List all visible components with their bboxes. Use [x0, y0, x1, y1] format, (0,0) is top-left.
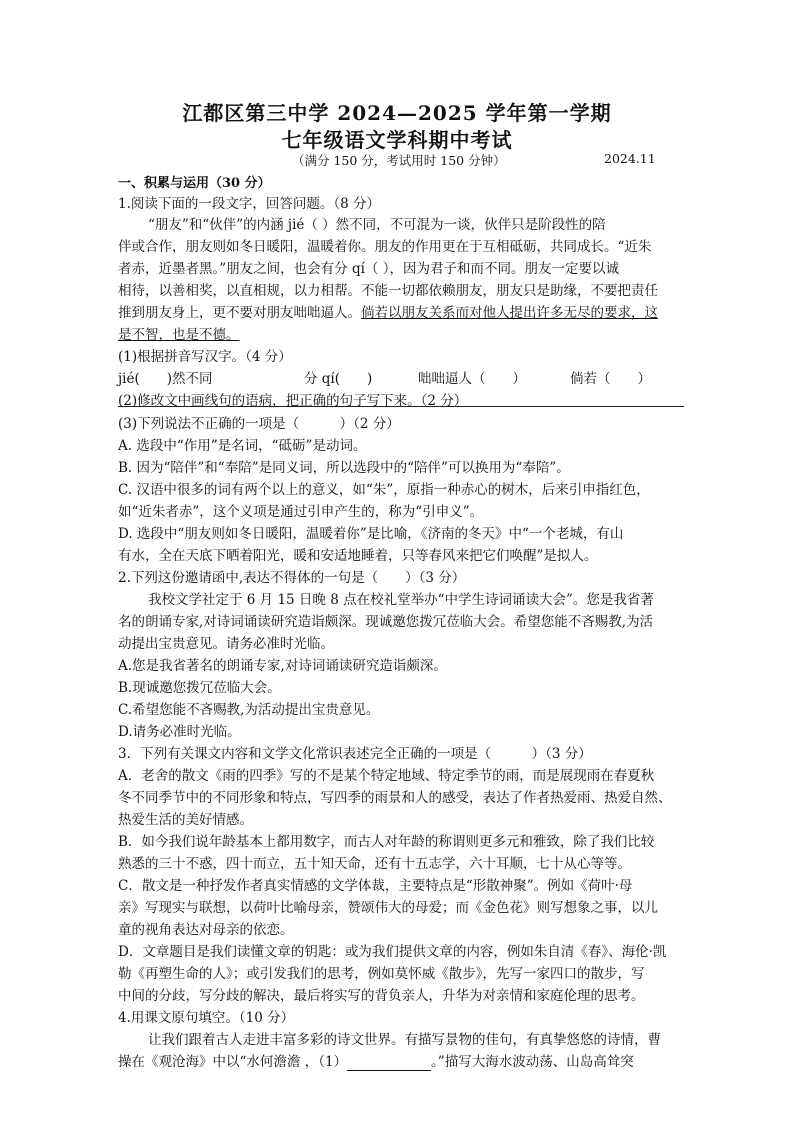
fill-blank-1[interactable]	[347, 1054, 431, 1071]
option-line: A.您是我省著名的朗诵专家,对诗词诵读研究造诣颇深。	[118, 658, 447, 674]
pinyin-item: 倘若（ ）	[570, 371, 651, 387]
passage-line: 者赤，近墨者黑。”朋友之间，也会有分 qí（ ），因为君子和而不同。朋友一定要以诚	[118, 261, 619, 277]
exam-subtitle: （满分 150 分，考试用时 150 分钟）	[292, 153, 506, 168]
exam-date: 2024.11	[604, 151, 656, 166]
fill-passage-line	[118, 1050, 684, 1071]
option-line: D.请务必准时光临。	[118, 724, 241, 740]
fill-text: 。”描写大海水波动荡、山岛高耸突	[431, 1054, 634, 1070]
passage-line: 伴或合作，朋友则如冬日暖阳，温暖着你。朋友的作用更在于互相砥砺，共同成长。“近朱	[118, 239, 652, 255]
pinyin-item: jié( )然不同	[118, 371, 213, 387]
invitation-line: 名的朗诵专家,对诗词诵读研究造诣颇深。现诚邀您拨冗莅临大会。希望您能不吝赐教,为活	[118, 614, 654, 630]
exam-title-line2: 七年级语文学科期中考试	[281, 128, 513, 152]
fill-passage-line: 让我们跟着古人走进丰富多彩的诗文世界。有描写景物的佳句，有真挚悠悠的诗情，曹	[148, 1032, 661, 1048]
answer-line	[118, 406, 684, 407]
question-4-stem: 4.用课文原句填空。（10 分）	[118, 1010, 295, 1026]
invitation-line: 动提出宝贵意见。请务必准时光临。	[118, 636, 334, 652]
option-line: B. 因为“陪伴”和“奉陪”是同义词，所以选段中的“陪伴”可以换用为“奉陪”。	[118, 460, 570, 476]
passage-line: “朋友”和“伙伴”的内涵 jié（ ）然不同，不可混为一谈，伙伴只是阶段性的陪	[148, 217, 606, 233]
question-1-stem: 1.阅读下面的一段文字，回答问题。（8 分）	[118, 196, 381, 212]
option-line: B．如今我们说年龄基本上都用数字，而古人对年龄的称谓则更多元和雅致，除了我们比较	[118, 834, 655, 850]
option-line: C.希望您能不吝赐教,为活动提出宝贵意见。	[118, 702, 380, 718]
option-line: C．散文是一种抒发作者真实情感的文学体裁，主要特点是“形散神聚”。例如《荷叶·母	[118, 878, 633, 894]
option-line: 热爱生活的美好情感。	[118, 812, 253, 828]
option-line: B.现诚邀您拨冗莅临大会。	[118, 680, 281, 696]
option-line: D. 选段中“朋友则如冬日暖阳，温暖着你”是比喻，《济南的冬天》中“一个老城，有山	[118, 526, 624, 542]
option-line: 勒《再塑生命的人》；或引发我们的思考，例如莫怀威《散步》，先写一家四口的散步，写	[118, 966, 645, 982]
option-line: 亲》写现实与联想，以荷叶比喻母亲，赞颂伟大的母爱；而《金色花》则写想象之事，以儿	[118, 900, 658, 916]
option-line: 冬不同季节中的不同形象和特点，写四季的雨景和人的感受，表达了作者热爱雨、热爱自然、	[118, 790, 672, 806]
option-line: A. 选段中“作用”是名词，“砥砺”是动词。	[118, 438, 367, 454]
question-2-stem: 2.下列这份邀请函中,表达不得体的一句是（ ）（3 分）	[118, 570, 466, 586]
option-line: D．文章题目是我们读懂文章的钥匙：或为我们提供文章的内容，例如朱自清《春》、海伦·凯	[118, 944, 667, 960]
option-line: A．老舍的散文《雨的四季》写的不是某个特定地域、特定季节的雨，而是展现雨在春夏秋	[118, 768, 655, 784]
passage-line: 相待，以善相奖，以直相规，以力相帮。不能一切都依赖朋友，朋友只是助缘，不要把责任	[118, 283, 658, 299]
option-line: C. 汉语中很多的词有两个以上的意义，如“朱”，原指一种赤心的树木，后来引申指红色，	[118, 482, 650, 498]
option-line: 童的视角表达对母亲的依恋。	[118, 922, 294, 938]
pinyin-item: 咄咄逼人（ ）	[418, 371, 526, 387]
question-3-stem: 3．下列有关课文内容和文学文化常识表述完全正确的一项是（ ）（3 分）	[118, 746, 592, 762]
option-line: 有水，全在天底下晒着阳光，暖和安适地睡着，只等春风来把它们唤醒”是拟人。	[118, 548, 598, 564]
passage-text: 推到朋友身上，更不要对朋友咄咄逼人。	[118, 305, 361, 321]
section-heading: 一、积累与运用（30 分）	[118, 176, 271, 191]
invitation-line: 我校文学社定于 6 月 15 日晚 8 点在校礼堂举办“中学生诗词诵读大会”。您是我省著	[148, 592, 654, 608]
fill-text: 操在《观沧海》中以“水何澹澹 ，（1）	[118, 1054, 348, 1070]
subquestion-3: (3)下列说法不正确的一项是（ ）（2 分）	[118, 416, 400, 432]
underlined-sentence-end: 是不智，也是不德。	[118, 327, 240, 343]
passage-line	[118, 323, 684, 343]
pinyin-item: 分 qí( )	[304, 371, 373, 387]
exam-title-line1: 江都区第三中学 2024—2025 学年第一学期	[182, 101, 612, 125]
option-line: 如“近朱者赤”，这个义项是通过引申产生的，称为“引申义”。	[118, 504, 484, 520]
subquestion-1: (1)根据拼音写汉字。（4 分）	[118, 349, 292, 365]
option-line: 中间的分歧，写分歧的解决，最后将实写的背负亲人，升华为对亲情和家庭伦理的思考。	[118, 988, 645, 1004]
option-line: 熟悉的三十不惑，四十而立，五十知天命，还有十五志学，六十耳顺，七十从心等等。	[118, 856, 631, 872]
passage-line	[118, 301, 684, 321]
underlined-sentence: 倘若以朋友关系而对他人提出许多无尽的要求，这	[361, 305, 658, 321]
subquestion-2: (2)修改文中画线句的语病，把正确的句子写下来。（2 分）	[118, 393, 468, 409]
